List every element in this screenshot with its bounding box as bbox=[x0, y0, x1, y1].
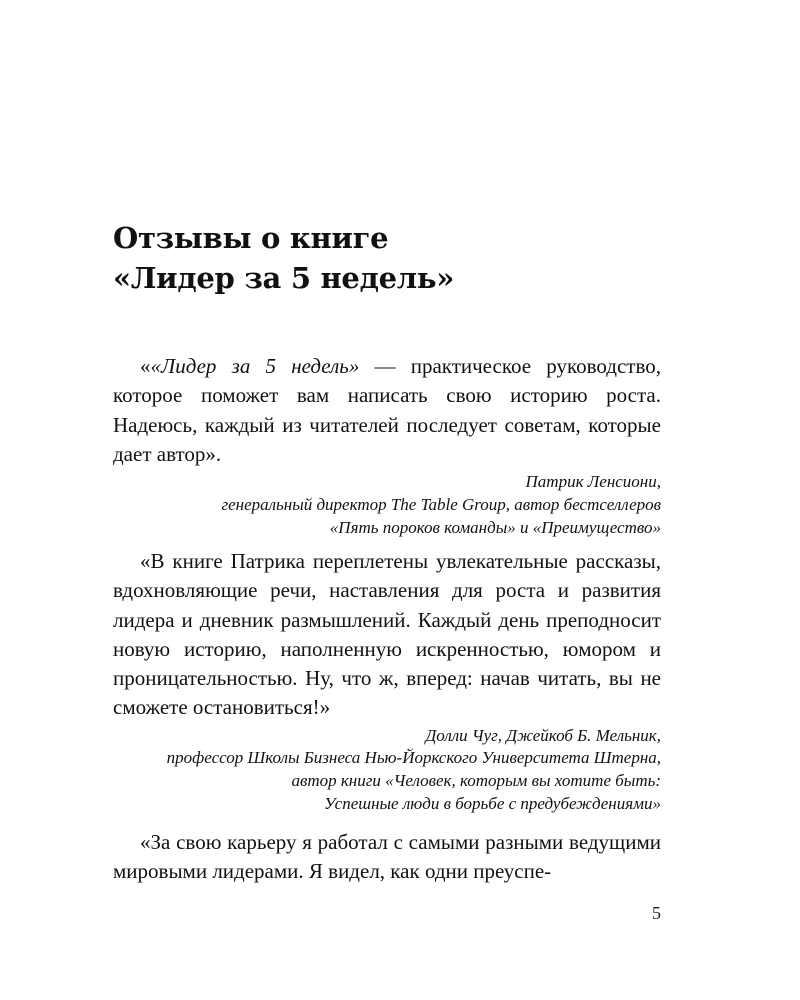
review-lencioni bbox=[113, 352, 661, 539]
review-quote bbox=[113, 352, 661, 469]
quote-open-mark: « bbox=[140, 354, 151, 378]
attribution-position: профессор Школы Бизнеса Нью-Йоркского Университета Штерна, bbox=[166, 748, 661, 768]
review-quote: «За свою карьеру я работал с самыми разными ведущими мировыми лидерами. Я видел, как одни преуспе- bbox=[113, 830, 661, 884]
attribution-book-subtitle: Успешные люди в борьбе с предубеждениями» bbox=[324, 793, 661, 813]
review-partial bbox=[113, 828, 661, 887]
review-attribution bbox=[113, 471, 661, 539]
attribution-name: Долли Чуг, Джейкоб Б. Мельник, bbox=[425, 725, 661, 745]
page-number: 5 bbox=[652, 903, 661, 923]
book-title-italic: «Лидер за 5 недель» bbox=[150, 354, 360, 378]
review-quote-body: — практическое руководство, которое поможет вам написать свою историю роста. Надеюсь, каждый из читателей последует советам, которые дает автор». bbox=[113, 354, 661, 466]
page-title bbox=[113, 218, 673, 298]
page-title-line-1: Отзывы о книге bbox=[113, 221, 389, 255]
attribution-book: автор книги «Человек, которым вы хотите быть: bbox=[291, 771, 661, 791]
review-attribution bbox=[113, 725, 661, 816]
review-quote: «В книге Патрика переплетены увлекательные рассказы, вдохновляющие речи, наставления для роста и развития лидера и дневник размышлений. Каждый день преподносит новую историю, наполненную искренностью, юмором и проницательностью. Ну, что ж, вперед: начав читать, вы не сможете остановиться!» bbox=[113, 549, 661, 720]
review-chugh bbox=[113, 547, 661, 816]
page-title-line-2: «Лидер за 5 недель» bbox=[113, 261, 455, 295]
attribution-position: генеральный директор The Table Group, автор бестселлеров bbox=[221, 494, 661, 514]
attribution-books: «Пять пороков команды» и «Преимущество» bbox=[329, 517, 661, 537]
attribution-name: Патрик Ленсиони, bbox=[525, 472, 661, 492]
